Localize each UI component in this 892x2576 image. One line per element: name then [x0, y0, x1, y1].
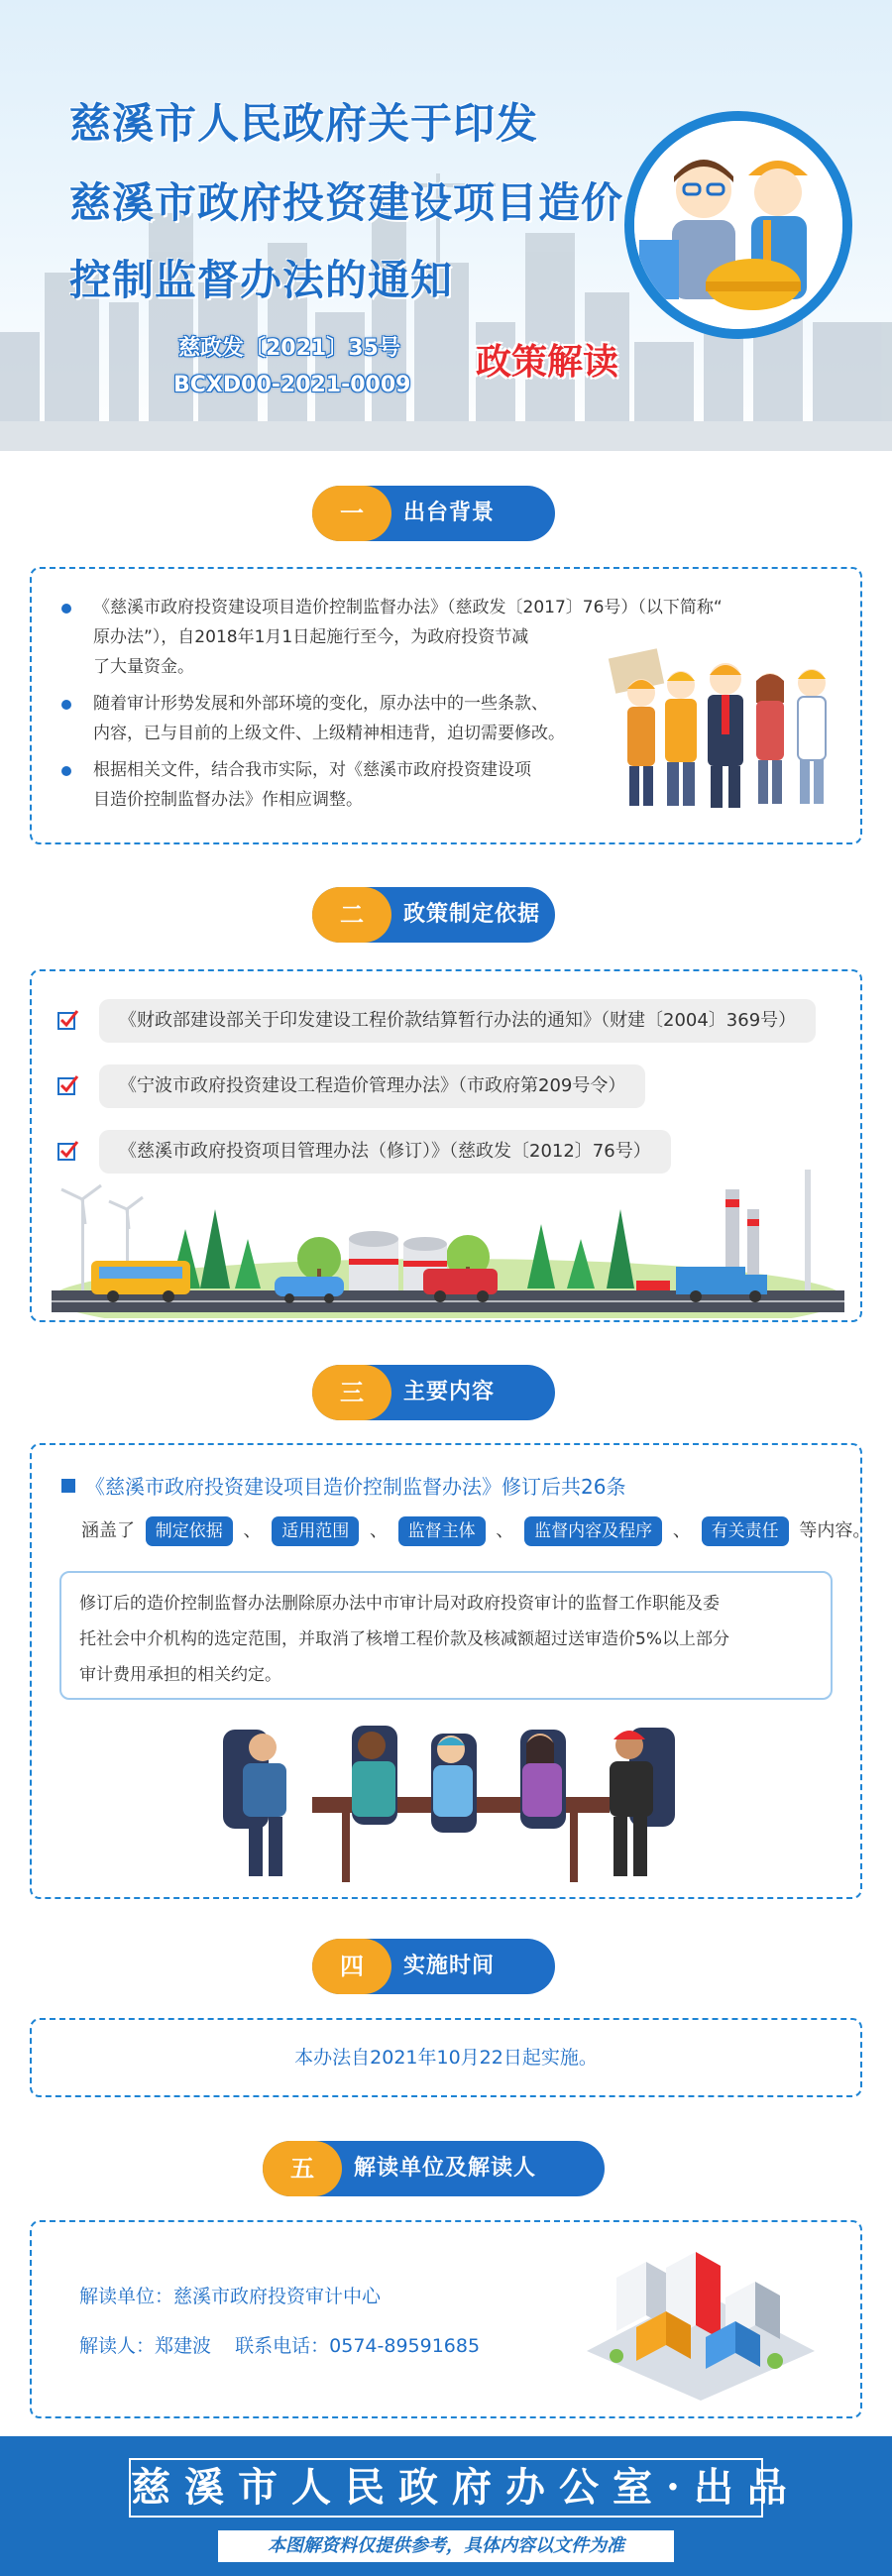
section-5-label: 解读单位及解读人: [354, 2156, 537, 2181]
topic-tag: 监督主体: [398, 1516, 486, 1546]
separator: 、: [672, 1520, 691, 1541]
section-3-label: 主要内容: [403, 1380, 496, 1404]
city-landscape-illustration: [52, 1170, 844, 1318]
footer: [0, 2436, 892, 2576]
meeting-illustration: [213, 1720, 699, 1888]
revision-detail-line-2: 托社会中介机构的选定范围，并取消了核增工程价款及核减额超过送审造价5%以上部分: [79, 1629, 729, 1649]
section-1-label: 出台背景: [403, 501, 496, 525]
section-3-title: [312, 1365, 555, 1420]
section-2-number: 二: [312, 887, 391, 943]
footer-disclaimer: 本图解资料仅提供参考，具体内容以文件为准: [218, 2530, 674, 2562]
document-number: 慈政发〔2021〕35号: [178, 336, 400, 361]
separator: 、: [243, 1520, 262, 1541]
revision-detail-line-3: 审计费用承担的相关约定。: [79, 1665, 281, 1685]
background-bullet-1-line-2: 原办法”），自2018年1月1日起施行至今，为政府投资节减: [93, 627, 529, 647]
section-5-title: [263, 2141, 605, 2196]
effective-date-text: 本办法自2021年10月22日起实施。: [294, 2047, 598, 2069]
checkbox-checked-icon: [57, 1074, 79, 1096]
section-2-title: [312, 887, 555, 943]
isometric-city-illustration: [577, 2242, 825, 2401]
coverage-line: [81, 1514, 873, 1548]
construction-workers-illustration: [602, 643, 849, 817]
section-4-label: 实施时间: [403, 1954, 496, 1978]
section-1-title: [312, 486, 555, 541]
page-title-line-2: 慈溪市政府投资建设项目造价: [69, 178, 624, 227]
separator: 、: [369, 1520, 388, 1541]
interpreter-contact: 解读人：郑建波 联系电话：0574-89591685: [79, 2335, 481, 2357]
document-code: BCXD00-2021-0009: [173, 373, 411, 397]
interpreting-unit: 解读单位：慈溪市政府投资审计中心: [79, 2286, 382, 2307]
coverage-suffix: 等内容。: [799, 1520, 871, 1541]
section-1-box: [30, 567, 862, 844]
background-bullet-2-line-2: 内容，已与目前的上级文件、上级精神相违背，迫切需要修改。: [93, 724, 565, 743]
revision-heading: 《慈溪市政府投资建设项目造价控制监督办法》修订后共26条: [85, 1475, 626, 1499]
section-1-number: 一: [312, 486, 391, 541]
background-bullet-1-line-1: 《慈溪市政府投资建设项目造价控制监督办法》（慈政发〔2017〕76号）（以下简称“: [93, 598, 723, 617]
topic-tag: 制定依据: [146, 1516, 233, 1546]
separator: 、: [496, 1520, 514, 1541]
basis-item-1: 《财政部建设部关于印发建设工程价款结算暂行办法的通知》（财建〔2004〕369号）: [99, 999, 816, 1043]
revision-detail-box: [59, 1571, 833, 1700]
revision-detail-line-1: 修订后的造价控制监督办法删除原办法中市审计局对政府投资审计的监督工作职能及委: [79, 1594, 720, 1614]
background-bullet-3-line-1: 根据相关文件，结合我市实际，对《慈溪市政府投资建设项: [93, 760, 531, 780]
page-title-line-1: 慈溪市人民政府关于印发: [69, 99, 539, 148]
header-banner: [0, 0, 892, 451]
topic-tag: 有关责任: [702, 1516, 789, 1546]
section-2-box: [30, 969, 862, 1322]
bullet-dot: [61, 766, 71, 776]
section-3-number: 三: [312, 1365, 391, 1420]
section-4-title: [312, 1939, 555, 1994]
background-bullet-3-line-2: 目造价控制监督办法》作相应调整。: [93, 790, 363, 810]
workers-badge-illustration: [624, 111, 852, 339]
background-bullet-1-line-3: 了大量资金。: [93, 657, 194, 677]
coverage-prefix: 涵盖了: [81, 1520, 135, 1541]
checkbox-checked-icon: [57, 1140, 79, 1162]
bullet-dot: [61, 604, 71, 614]
section-4-number: 四: [312, 1939, 391, 1994]
basis-item-2: 《宁波市政府投资建设工程造价管理办法》（市政府第209号令）: [99, 1064, 645, 1108]
topic-tag: 适用范围: [272, 1516, 359, 1546]
section-4-box: [30, 2018, 862, 2097]
basis-item-3: 《慈溪市政府投资项目管理办法（修订）》（慈政发〔2012〕76号）: [99, 1130, 671, 1174]
section-5-box: [30, 2220, 862, 2418]
section-5-number: 五: [263, 2141, 342, 2196]
square-bullet-icon: [61, 1479, 75, 1493]
topic-tag: 监督内容及程序: [524, 1516, 662, 1546]
policy-interpretation-tag: 政策解读: [476, 341, 619, 383]
checkbox-checked-icon: [57, 1009, 79, 1031]
section-2-label: 政策制定依据: [403, 902, 541, 927]
bullet-dot: [61, 700, 71, 710]
background-bullet-2-line-1: 随着审计形势发展和外部环境的变化，原办法中的一些条款、: [93, 694, 548, 714]
page-title-line-3: 控制监督办法的通知: [69, 256, 454, 304]
footer-title-frame: [129, 2458, 801, 2518]
footer-title: 慈溪市人民政府办公室·出品: [131, 2464, 801, 2511]
